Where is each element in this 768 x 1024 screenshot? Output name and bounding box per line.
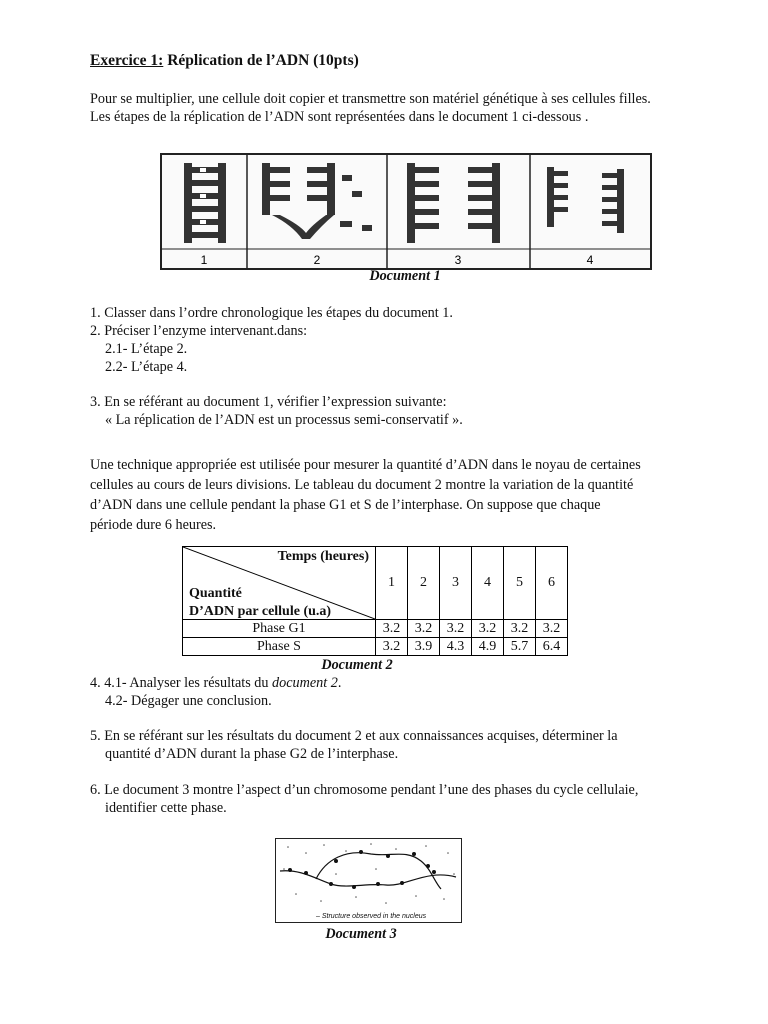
question-5-line-1: 5. En se référant sur les résultats du document 2 et aux connaissances acquises, déterminer la [90, 728, 618, 744]
document-1-figure [160, 153, 652, 270]
intro-line-2: Les étapes de la réplication de l’ADN sont représentées dans le document 1 ci-dessous . [90, 109, 589, 125]
row-label: Phase G1 [183, 620, 376, 638]
question-2-1: 2.1- L’étape 2. [105, 341, 188, 357]
question-3: 3. En se référant au document 1, vérifier l’expression suivante: [90, 394, 447, 410]
panel-3-dna [407, 163, 500, 243]
table-cell: 5.7 [504, 638, 536, 656]
table-row [183, 620, 568, 638]
hour-cell: 2 [408, 547, 440, 620]
chromosome-illustration [276, 839, 461, 911]
document-3-figure [275, 838, 462, 923]
panel-1-dna [184, 163, 226, 243]
hour-cell: 4 [472, 547, 504, 620]
document-3-caption: Document 3 [325, 926, 397, 942]
panel-2-dna [262, 163, 372, 239]
table-row [183, 638, 568, 656]
table-cell: 3.9 [408, 638, 440, 656]
paragraph-2-line-2: cellules au cours de leurs divisions. Le tableau du document 2 montre la variation de la quantité [90, 477, 634, 493]
table-cell: 3.2 [536, 620, 568, 638]
header-quantity: Quantité D’ADN par cellule (u.a) [189, 586, 332, 619]
table-cell: 6.4 [536, 638, 568, 656]
exercise-title [90, 52, 359, 70]
table-cell: 3.2 [408, 620, 440, 638]
exercise-subject: Réplication de l’ADN (10pts) [163, 52, 359, 69]
panel-label-2: 2 [313, 253, 321, 267]
question-1: 1. Classer dans l’ordre chronologique les étapes du document 1. [90, 305, 453, 321]
table-cell: 3.2 [376, 620, 408, 638]
question-2: 2. Préciser l’enzyme intervenant.dans: [90, 323, 308, 339]
paragraph-2-line-4: période dure 6 heures. [90, 517, 217, 533]
table-cell: 3.2 [440, 620, 472, 638]
question-2-2: 2.2- L’étape 4. [105, 359, 188, 375]
table-cell: 3.2 [376, 638, 408, 656]
document-1-caption: Document 1 [369, 268, 441, 284]
table-cell: 3.2 [472, 620, 504, 638]
panel-4-dna [547, 167, 624, 233]
question-5-line-2: quantité d’ADN durant la phase G2 de l’interphase. [105, 746, 399, 762]
hour-cell: 6 [536, 547, 568, 620]
hour-cell: 5 [504, 547, 536, 620]
hour-cell: 3 [440, 547, 472, 620]
question-4-2: 4.2- Dégager une conclusion. [105, 693, 272, 709]
hour-cell: 1 [376, 547, 408, 620]
table-corner-header [183, 547, 376, 620]
table-cell: 3.2 [504, 620, 536, 638]
paragraph-2-line-3: d’ADN dans une cellule pendant la phase G1 et S de l’interphase. On suppose que chaque [90, 497, 601, 513]
paragraph-2-line-1: Une technique appropriée est utilisée pour mesurer la quantité d’ADN dans le noyau de certaines [90, 457, 641, 473]
table-cell: 4.3 [440, 638, 472, 656]
dna-replication-diagram [162, 155, 650, 268]
question-6-line-2: identifier cette phase. [105, 800, 227, 816]
document-2-caption: Document 2 [321, 657, 393, 673]
table-cell: 4.9 [472, 638, 504, 656]
question-6-line-1: 6. Le document 3 montre l’aspect d’un chromosome pendant l’une des phases du cycle cellulaie, [90, 782, 639, 798]
question-3-quote: « La réplication de l’ADN est un processus semi-conservatif ». [105, 412, 463, 428]
exercise-number: Exercice 1: [90, 52, 164, 69]
table-header-row [183, 547, 568, 620]
dna-quantity-table [182, 546, 568, 656]
question-4-1: 4. 4.1- Analyser les résultats du document 2. [90, 675, 342, 691]
panel-label-1: 1 [200, 253, 208, 267]
panel-label-4: 4 [586, 253, 594, 267]
panel-label-3: 3 [454, 253, 462, 267]
row-label: Phase S [183, 638, 376, 656]
intro-line-1: Pour se multiplier, une cellule doit copier et transmettre son matériel génétique à ses cellules filles. [90, 91, 651, 107]
document-3-image-caption: – Structure observed in the nucleus [316, 913, 427, 920]
header-time: Temps (heures) [277, 549, 369, 564]
